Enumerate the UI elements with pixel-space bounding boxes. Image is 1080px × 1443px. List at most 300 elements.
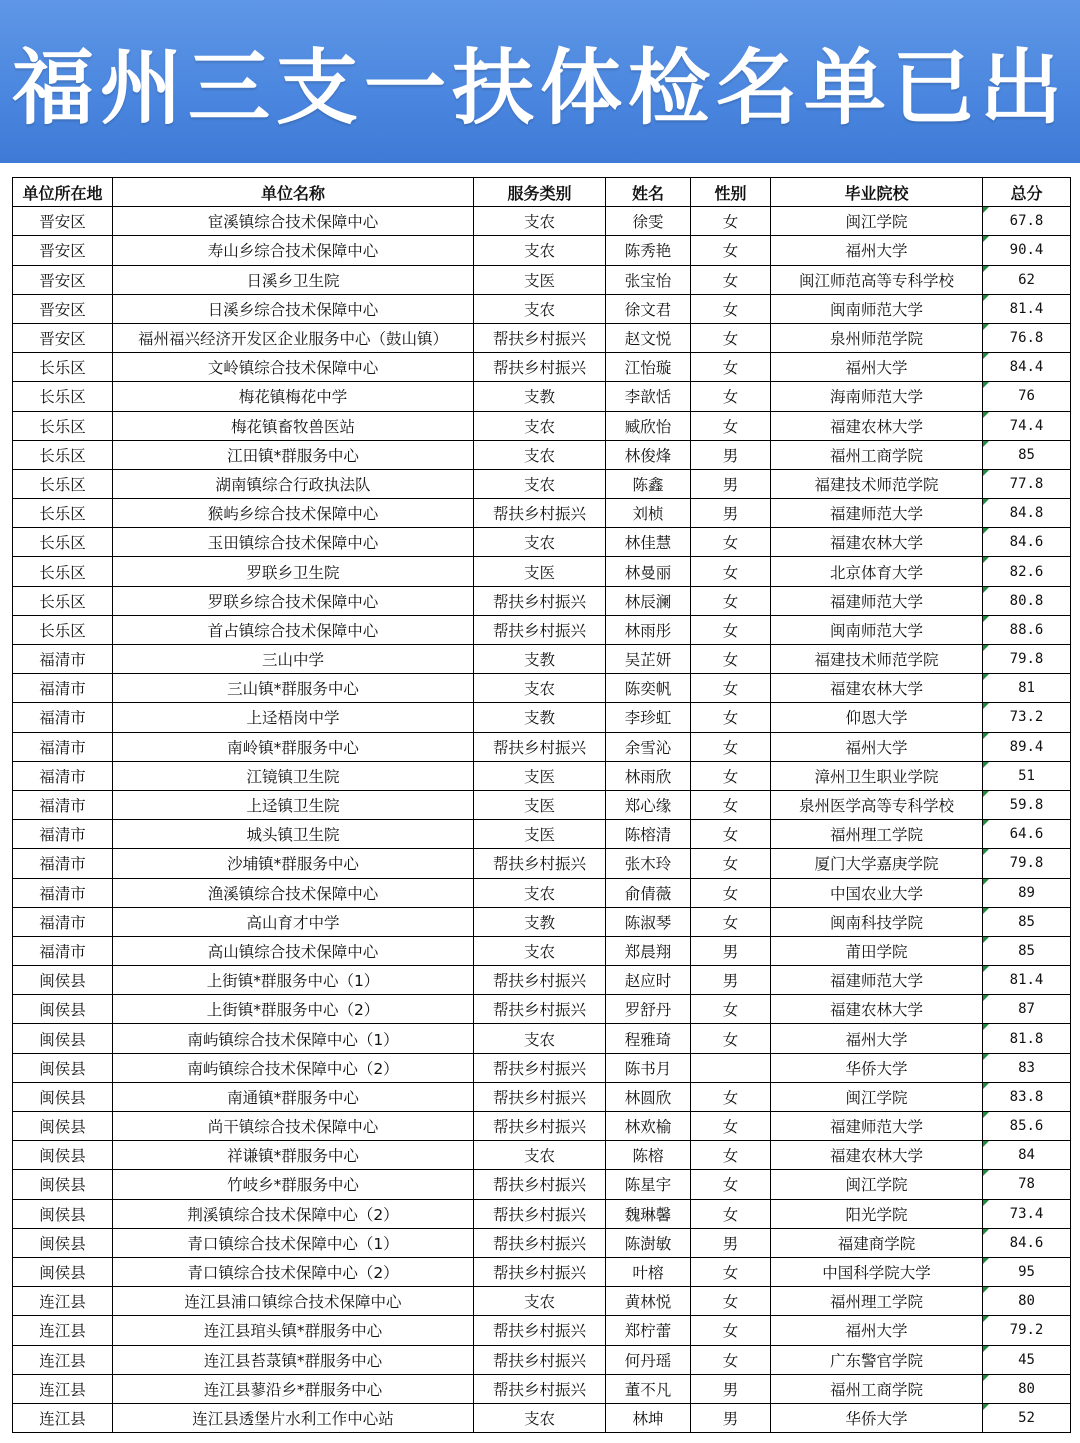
cell-location: 福清市 bbox=[13, 732, 113, 761]
cell-gender: 女 bbox=[691, 645, 771, 674]
cell-school: 闽江学院 bbox=[771, 1082, 983, 1111]
cell-location: 长乐区 bbox=[13, 499, 113, 528]
cell-unit-name: 梅花镇梅花中学 bbox=[113, 382, 474, 411]
cell-gender: 女 bbox=[691, 1345, 771, 1374]
cell-school: 漳州卫生职业学院 bbox=[771, 761, 983, 790]
cell-location: 闽侯县 bbox=[13, 1082, 113, 1111]
cell-school: 仰恩大学 bbox=[771, 703, 983, 732]
cell-location: 长乐区 bbox=[13, 469, 113, 498]
cell-location: 福清市 bbox=[13, 849, 113, 878]
cell-total-score: 79.8 bbox=[983, 849, 1071, 878]
table-row bbox=[13, 849, 1071, 878]
cell-total-score: 76.8 bbox=[983, 323, 1071, 352]
cell-gender bbox=[691, 1053, 771, 1082]
cell-name: 何丹瑶 bbox=[606, 1345, 691, 1374]
cell-total-score: 90.4 bbox=[983, 236, 1071, 265]
table-row bbox=[13, 1228, 1071, 1257]
cell-unit-name: 首占镇综合技术保障中心 bbox=[113, 615, 474, 644]
header-unit-name: 单位名称 bbox=[113, 178, 474, 207]
cell-total-score: 89 bbox=[983, 878, 1071, 907]
cell-location: 福清市 bbox=[13, 703, 113, 732]
cell-unit-name: 城头镇卫生院 bbox=[113, 820, 474, 849]
cell-location: 闽侯县 bbox=[13, 1053, 113, 1082]
cell-school: 福州工商学院 bbox=[771, 1374, 983, 1403]
cell-name: 张木玲 bbox=[606, 849, 691, 878]
table-row bbox=[13, 236, 1071, 265]
cell-location: 长乐区 bbox=[13, 557, 113, 586]
cell-location: 连江县 bbox=[13, 1374, 113, 1403]
cell-school: 闽南师范大学 bbox=[771, 294, 983, 323]
cell-service-type: 帮扶乡村振兴 bbox=[474, 1345, 606, 1374]
cell-school: 海南师范大学 bbox=[771, 382, 983, 411]
cell-total-score: 83 bbox=[983, 1053, 1071, 1082]
cell-name: 林欢榆 bbox=[606, 1112, 691, 1141]
header-location: 单位所在地 bbox=[13, 178, 113, 207]
cell-gender: 女 bbox=[691, 294, 771, 323]
cell-unit-name: 三山镇*群服务中心 bbox=[113, 674, 474, 703]
cell-service-type: 支医 bbox=[474, 790, 606, 819]
cell-service-type: 帮扶乡村振兴 bbox=[474, 353, 606, 382]
cell-location: 闽侯县 bbox=[13, 1141, 113, 1170]
cell-unit-name: 青口镇综合技术保障中心（1） bbox=[113, 1228, 474, 1257]
cell-school: 福建农林大学 bbox=[771, 674, 983, 703]
cell-gender: 女 bbox=[691, 1199, 771, 1228]
table-row bbox=[13, 323, 1071, 352]
cell-school: 福建师范大学 bbox=[771, 966, 983, 995]
cell-service-type: 支农 bbox=[474, 1024, 606, 1053]
cell-name: 陈鑫 bbox=[606, 469, 691, 498]
cell-unit-name: 高山镇综合技术保障中心 bbox=[113, 936, 474, 965]
cell-total-score: 84.6 bbox=[983, 1228, 1071, 1257]
cell-unit-name: 文岭镇综合技术保障中心 bbox=[113, 353, 474, 382]
cell-name: 俞倩薇 bbox=[606, 878, 691, 907]
cell-unit-name: 寿山乡综合技术保障中心 bbox=[113, 236, 474, 265]
cell-total-score: 73.4 bbox=[983, 1199, 1071, 1228]
cell-gender: 男 bbox=[691, 1374, 771, 1403]
cell-service-type: 帮扶乡村振兴 bbox=[474, 1112, 606, 1141]
cell-total-score: 84.6 bbox=[983, 528, 1071, 557]
cell-gender: 女 bbox=[691, 907, 771, 936]
table-row bbox=[13, 1141, 1071, 1170]
cell-total-score: 80 bbox=[983, 1374, 1071, 1403]
cell-name: 李珍虹 bbox=[606, 703, 691, 732]
cell-gender: 男 bbox=[691, 1403, 771, 1432]
cell-unit-name: 荆溪镇综合技术保障中心（2） bbox=[113, 1199, 474, 1228]
cell-service-type: 帮扶乡村振兴 bbox=[474, 966, 606, 995]
cell-service-type: 支教 bbox=[474, 645, 606, 674]
cell-service-type: 支医 bbox=[474, 557, 606, 586]
cell-unit-name: 湖南镇综合行政执法队 bbox=[113, 469, 474, 498]
cell-gender: 女 bbox=[691, 849, 771, 878]
cell-unit-name: 南屿镇综合技术保障中心（1） bbox=[113, 1024, 474, 1053]
table-row bbox=[13, 353, 1071, 382]
cell-unit-name: 三山中学 bbox=[113, 645, 474, 674]
cell-unit-name: 南岭镇*群服务中心 bbox=[113, 732, 474, 761]
cell-location: 闽侯县 bbox=[13, 1112, 113, 1141]
table-row bbox=[13, 1345, 1071, 1374]
cell-total-score: 83.8 bbox=[983, 1082, 1071, 1111]
table-row bbox=[13, 382, 1071, 411]
cell-total-score: 78 bbox=[983, 1170, 1071, 1199]
cell-total-score: 59.8 bbox=[983, 790, 1071, 819]
cell-unit-name: 高山育才中学 bbox=[113, 907, 474, 936]
cell-service-type: 支农 bbox=[474, 440, 606, 469]
cell-total-score: 84.8 bbox=[983, 499, 1071, 528]
cell-gender: 女 bbox=[691, 323, 771, 352]
cell-service-type: 支农 bbox=[474, 936, 606, 965]
cell-school: 福建商学院 bbox=[771, 1228, 983, 1257]
cell-service-type: 帮扶乡村振兴 bbox=[474, 1082, 606, 1111]
cell-service-type: 帮扶乡村振兴 bbox=[474, 499, 606, 528]
table-row bbox=[13, 265, 1071, 294]
cell-school: 厦门大学嘉庚学院 bbox=[771, 849, 983, 878]
cell-school: 福建师范大学 bbox=[771, 586, 983, 615]
table-row bbox=[13, 1199, 1071, 1228]
cell-location: 长乐区 bbox=[13, 586, 113, 615]
cell-gender: 女 bbox=[691, 790, 771, 819]
cell-name: 臧欣怡 bbox=[606, 411, 691, 440]
cell-service-type: 帮扶乡村振兴 bbox=[474, 732, 606, 761]
cell-gender: 女 bbox=[691, 674, 771, 703]
cell-school: 泉州师范学院 bbox=[771, 323, 983, 352]
cell-total-score: 62 bbox=[983, 265, 1071, 294]
cell-location: 长乐区 bbox=[13, 440, 113, 469]
cell-school: 福建技术师范学院 bbox=[771, 645, 983, 674]
table-row bbox=[13, 1024, 1071, 1053]
table-row bbox=[13, 703, 1071, 732]
cell-service-type: 帮扶乡村振兴 bbox=[474, 323, 606, 352]
cell-service-type: 帮扶乡村振兴 bbox=[474, 1053, 606, 1082]
cell-location: 闽侯县 bbox=[13, 966, 113, 995]
cell-school: 华侨大学 bbox=[771, 1403, 983, 1432]
cell-unit-name: 沙埔镇*群服务中心 bbox=[113, 849, 474, 878]
header-total-score: 总分 bbox=[983, 178, 1071, 207]
cell-unit-name: 宦溪镇综合技术保障中心 bbox=[113, 207, 474, 236]
cell-total-score: 87 bbox=[983, 995, 1071, 1024]
cell-name: 郑心缘 bbox=[606, 790, 691, 819]
cell-school: 福州大学 bbox=[771, 353, 983, 382]
cell-location: 连江县 bbox=[13, 1403, 113, 1432]
table-row bbox=[13, 1082, 1071, 1111]
table-row bbox=[13, 1170, 1071, 1199]
cell-gender: 女 bbox=[691, 1112, 771, 1141]
table-row bbox=[13, 411, 1071, 440]
cell-service-type: 帮扶乡村振兴 bbox=[474, 1199, 606, 1228]
cell-school: 福建农林大学 bbox=[771, 1141, 983, 1170]
table-row bbox=[13, 674, 1071, 703]
cell-name: 刘桢 bbox=[606, 499, 691, 528]
cell-total-score: 67.8 bbox=[983, 207, 1071, 236]
cell-school: 福建农林大学 bbox=[771, 528, 983, 557]
cell-location: 福清市 bbox=[13, 761, 113, 790]
cell-gender: 女 bbox=[691, 528, 771, 557]
cell-total-score: 89.4 bbox=[983, 732, 1071, 761]
table-row bbox=[13, 790, 1071, 819]
cell-service-type: 支农 bbox=[474, 236, 606, 265]
table-row bbox=[13, 294, 1071, 323]
cell-unit-name: 猴屿乡综合技术保障中心 bbox=[113, 499, 474, 528]
cell-name: 陈榕清 bbox=[606, 820, 691, 849]
table-row bbox=[13, 820, 1071, 849]
cell-service-type: 支教 bbox=[474, 703, 606, 732]
header-name: 姓名 bbox=[606, 178, 691, 207]
cell-unit-name: 罗联乡卫生院 bbox=[113, 557, 474, 586]
table-row bbox=[13, 936, 1071, 965]
cell-unit-name: 连江县苔菉镇*群服务中心 bbox=[113, 1345, 474, 1374]
table-row bbox=[13, 995, 1071, 1024]
cell-school: 福建师范大学 bbox=[771, 1112, 983, 1141]
spreadsheet bbox=[12, 177, 1071, 1433]
table-header-row bbox=[13, 178, 1071, 207]
cell-location: 闽侯县 bbox=[13, 1199, 113, 1228]
cell-name: 林俊烽 bbox=[606, 440, 691, 469]
table-row bbox=[13, 615, 1071, 644]
cell-name: 林辰澜 bbox=[606, 586, 691, 615]
cell-gender: 女 bbox=[691, 820, 771, 849]
table-row bbox=[13, 207, 1071, 236]
cell-gender: 女 bbox=[691, 615, 771, 644]
cell-total-score: 81.4 bbox=[983, 966, 1071, 995]
cell-total-score: 82.6 bbox=[983, 557, 1071, 586]
cell-gender: 男 bbox=[691, 936, 771, 965]
cell-name: 江怡璇 bbox=[606, 353, 691, 382]
cell-unit-name: 上迳梧岗中学 bbox=[113, 703, 474, 732]
cell-school: 中国农业大学 bbox=[771, 878, 983, 907]
cell-total-score: 81.4 bbox=[983, 294, 1071, 323]
cell-school: 闽南科技学院 bbox=[771, 907, 983, 936]
cell-gender: 女 bbox=[691, 1024, 771, 1053]
cell-total-score: 84.4 bbox=[983, 353, 1071, 382]
table-row bbox=[13, 1403, 1071, 1432]
cell-school: 福州理工学院 bbox=[771, 1287, 983, 1316]
cell-total-score: 80.8 bbox=[983, 586, 1071, 615]
cell-total-score: 52 bbox=[983, 1403, 1071, 1432]
header-gender: 性别 bbox=[691, 178, 771, 207]
cell-service-type: 帮扶乡村振兴 bbox=[474, 615, 606, 644]
cell-service-type: 支农 bbox=[474, 1403, 606, 1432]
cell-location: 福清市 bbox=[13, 936, 113, 965]
table-row bbox=[13, 966, 1071, 995]
cell-unit-name: 连江县透堡片水利工作中心站 bbox=[113, 1403, 474, 1432]
cell-gender: 女 bbox=[691, 586, 771, 615]
table-row bbox=[13, 586, 1071, 615]
cell-location: 长乐区 bbox=[13, 411, 113, 440]
cell-school: 中国科学院大学 bbox=[771, 1257, 983, 1286]
table-row bbox=[13, 499, 1071, 528]
cell-gender: 男 bbox=[691, 966, 771, 995]
table-row bbox=[13, 440, 1071, 469]
cell-service-type: 帮扶乡村振兴 bbox=[474, 1257, 606, 1286]
cell-service-type: 支农 bbox=[474, 674, 606, 703]
cell-name: 林雨彤 bbox=[606, 615, 691, 644]
cell-location: 连江县 bbox=[13, 1316, 113, 1345]
cell-school: 福建农林大学 bbox=[771, 411, 983, 440]
cell-location: 晋安区 bbox=[13, 323, 113, 352]
cell-gender: 女 bbox=[691, 1257, 771, 1286]
table-row bbox=[13, 761, 1071, 790]
cell-total-score: 85 bbox=[983, 907, 1071, 936]
cell-total-score: 95 bbox=[983, 1257, 1071, 1286]
cell-gender: 女 bbox=[691, 761, 771, 790]
cell-name: 郑柠蕾 bbox=[606, 1316, 691, 1345]
cell-location: 福清市 bbox=[13, 878, 113, 907]
cell-name: 赵文悦 bbox=[606, 323, 691, 352]
cell-service-type: 帮扶乡村振兴 bbox=[474, 995, 606, 1024]
table-row bbox=[13, 528, 1071, 557]
cell-unit-name: 祥谦镇*群服务中心 bbox=[113, 1141, 474, 1170]
cell-name: 林圆欣 bbox=[606, 1082, 691, 1111]
cell-school: 广东警官学院 bbox=[771, 1345, 983, 1374]
cell-name: 程雅琦 bbox=[606, 1024, 691, 1053]
cell-name: 赵应时 bbox=[606, 966, 691, 995]
cell-school: 福州大学 bbox=[771, 732, 983, 761]
cell-service-type: 帮扶乡村振兴 bbox=[474, 1170, 606, 1199]
cell-total-score: 88.6 bbox=[983, 615, 1071, 644]
cell-service-type: 支教 bbox=[474, 907, 606, 936]
cell-location: 闽侯县 bbox=[13, 1228, 113, 1257]
cell-gender: 女 bbox=[691, 411, 771, 440]
cell-total-score: 64.6 bbox=[983, 820, 1071, 849]
cell-gender: 女 bbox=[691, 1141, 771, 1170]
cell-gender: 女 bbox=[691, 1316, 771, 1345]
cell-name: 黄林悦 bbox=[606, 1287, 691, 1316]
cell-location: 闽侯县 bbox=[13, 1257, 113, 1286]
results-table bbox=[12, 177, 1071, 1433]
cell-name: 余雪沁 bbox=[606, 732, 691, 761]
cell-unit-name: 渔溪镇综合技术保障中心 bbox=[113, 878, 474, 907]
cell-name: 叶榕 bbox=[606, 1257, 691, 1286]
cell-gender: 女 bbox=[691, 382, 771, 411]
cell-service-type: 帮扶乡村振兴 bbox=[474, 1228, 606, 1257]
cell-school: 闽江学院 bbox=[771, 1170, 983, 1199]
cell-name: 陈奕帆 bbox=[606, 674, 691, 703]
title-banner bbox=[0, 0, 1080, 163]
cell-gender: 女 bbox=[691, 557, 771, 586]
cell-unit-name: 连江县琯头镇*群服务中心 bbox=[113, 1316, 474, 1345]
cell-name: 郑晨翔 bbox=[606, 936, 691, 965]
cell-name: 陈澍敏 bbox=[606, 1228, 691, 1257]
cell-unit-name: 梅花镇畜牧兽医站 bbox=[113, 411, 474, 440]
cell-location: 福清市 bbox=[13, 674, 113, 703]
cell-location: 闽侯县 bbox=[13, 1024, 113, 1053]
cell-school: 北京体育大学 bbox=[771, 557, 983, 586]
cell-location: 福清市 bbox=[13, 645, 113, 674]
header-service-type: 服务类别 bbox=[474, 178, 606, 207]
cell-school: 闽江学院 bbox=[771, 207, 983, 236]
cell-service-type: 支农 bbox=[474, 411, 606, 440]
cell-unit-name: 福州福兴经济开发区企业服务中心（鼓山镇） bbox=[113, 323, 474, 352]
cell-gender: 女 bbox=[691, 1082, 771, 1111]
cell-name: 李歆恬 bbox=[606, 382, 691, 411]
cell-location: 长乐区 bbox=[13, 528, 113, 557]
cell-unit-name: 南通镇*群服务中心 bbox=[113, 1082, 474, 1111]
cell-school: 华侨大学 bbox=[771, 1053, 983, 1082]
cell-total-score: 85 bbox=[983, 440, 1071, 469]
cell-school: 闽南师范大学 bbox=[771, 615, 983, 644]
cell-location: 晋安区 bbox=[13, 236, 113, 265]
cell-school: 福州工商学院 bbox=[771, 440, 983, 469]
cell-service-type: 支农 bbox=[474, 1287, 606, 1316]
cell-location: 福清市 bbox=[13, 820, 113, 849]
cell-service-type: 帮扶乡村振兴 bbox=[474, 1374, 606, 1403]
cell-location: 长乐区 bbox=[13, 353, 113, 382]
cell-unit-name: 江镜镇卫生院 bbox=[113, 761, 474, 790]
cell-service-type: 帮扶乡村振兴 bbox=[474, 586, 606, 615]
cell-gender: 女 bbox=[691, 732, 771, 761]
cell-gender: 女 bbox=[691, 995, 771, 1024]
cell-service-type: 支农 bbox=[474, 294, 606, 323]
cell-gender: 男 bbox=[691, 1228, 771, 1257]
cell-total-score: 85 bbox=[983, 936, 1071, 965]
cell-unit-name: 罗联乡综合技术保障中心 bbox=[113, 586, 474, 615]
table-row bbox=[13, 732, 1071, 761]
cell-total-score: 81.8 bbox=[983, 1024, 1071, 1053]
cell-location: 闽侯县 bbox=[13, 1170, 113, 1199]
cell-location: 长乐区 bbox=[13, 382, 113, 411]
cell-gender: 女 bbox=[691, 353, 771, 382]
cell-school: 阳光学院 bbox=[771, 1199, 983, 1228]
cell-service-type: 支教 bbox=[474, 382, 606, 411]
cell-school: 泉州医学高等专科学校 bbox=[771, 790, 983, 819]
table-row bbox=[13, 1316, 1071, 1345]
table-row bbox=[13, 1112, 1071, 1141]
cell-total-score: 77.8 bbox=[983, 469, 1071, 498]
cell-unit-name: 日溪乡卫生院 bbox=[113, 265, 474, 294]
cell-location: 连江县 bbox=[13, 1287, 113, 1316]
cell-gender: 女 bbox=[691, 1287, 771, 1316]
cell-name: 林佳慧 bbox=[606, 528, 691, 557]
cell-unit-name: 连江县浦口镇综合技术保障中心 bbox=[113, 1287, 474, 1316]
cell-unit-name: 南屿镇综合技术保障中心（2） bbox=[113, 1053, 474, 1082]
cell-unit-name: 玉田镇综合技术保障中心 bbox=[113, 528, 474, 557]
cell-name: 董不凡 bbox=[606, 1374, 691, 1403]
cell-unit-name: 上街镇*群服务中心（2） bbox=[113, 995, 474, 1024]
cell-service-type: 帮扶乡村振兴 bbox=[474, 849, 606, 878]
cell-unit-name: 上迳镇卫生院 bbox=[113, 790, 474, 819]
table-row bbox=[13, 557, 1071, 586]
cell-school: 福州大学 bbox=[771, 1024, 983, 1053]
cell-name: 张宝怡 bbox=[606, 265, 691, 294]
cell-name: 陈榕 bbox=[606, 1141, 691, 1170]
cell-gender: 男 bbox=[691, 440, 771, 469]
cell-total-score: 80 bbox=[983, 1287, 1071, 1316]
cell-total-score: 85.6 bbox=[983, 1112, 1071, 1141]
cell-school: 福建师范大学 bbox=[771, 499, 983, 528]
cell-service-type: 帮扶乡村振兴 bbox=[474, 1316, 606, 1345]
cell-total-score: 51 bbox=[983, 761, 1071, 790]
cell-location: 长乐区 bbox=[13, 615, 113, 644]
table-row bbox=[13, 1287, 1071, 1316]
cell-name: 陈淑琴 bbox=[606, 907, 691, 936]
cell-location: 晋安区 bbox=[13, 265, 113, 294]
cell-location: 福清市 bbox=[13, 790, 113, 819]
cell-location: 闽侯县 bbox=[13, 995, 113, 1024]
cell-unit-name: 日溪乡综合技术保障中心 bbox=[113, 294, 474, 323]
cell-location: 晋安区 bbox=[13, 207, 113, 236]
cell-total-score: 45 bbox=[983, 1345, 1071, 1374]
cell-service-type: 支农 bbox=[474, 878, 606, 907]
cell-unit-name: 上街镇*群服务中心（1） bbox=[113, 966, 474, 995]
cell-school: 福建农林大学 bbox=[771, 995, 983, 1024]
cell-location: 连江县 bbox=[13, 1345, 113, 1374]
cell-gender: 男 bbox=[691, 469, 771, 498]
cell-total-score: 79.2 bbox=[983, 1316, 1071, 1345]
table-row bbox=[13, 1257, 1071, 1286]
cell-service-type: 支农 bbox=[474, 1141, 606, 1170]
table-row bbox=[13, 1374, 1071, 1403]
cell-total-score: 81 bbox=[983, 674, 1071, 703]
cell-gender: 女 bbox=[691, 265, 771, 294]
